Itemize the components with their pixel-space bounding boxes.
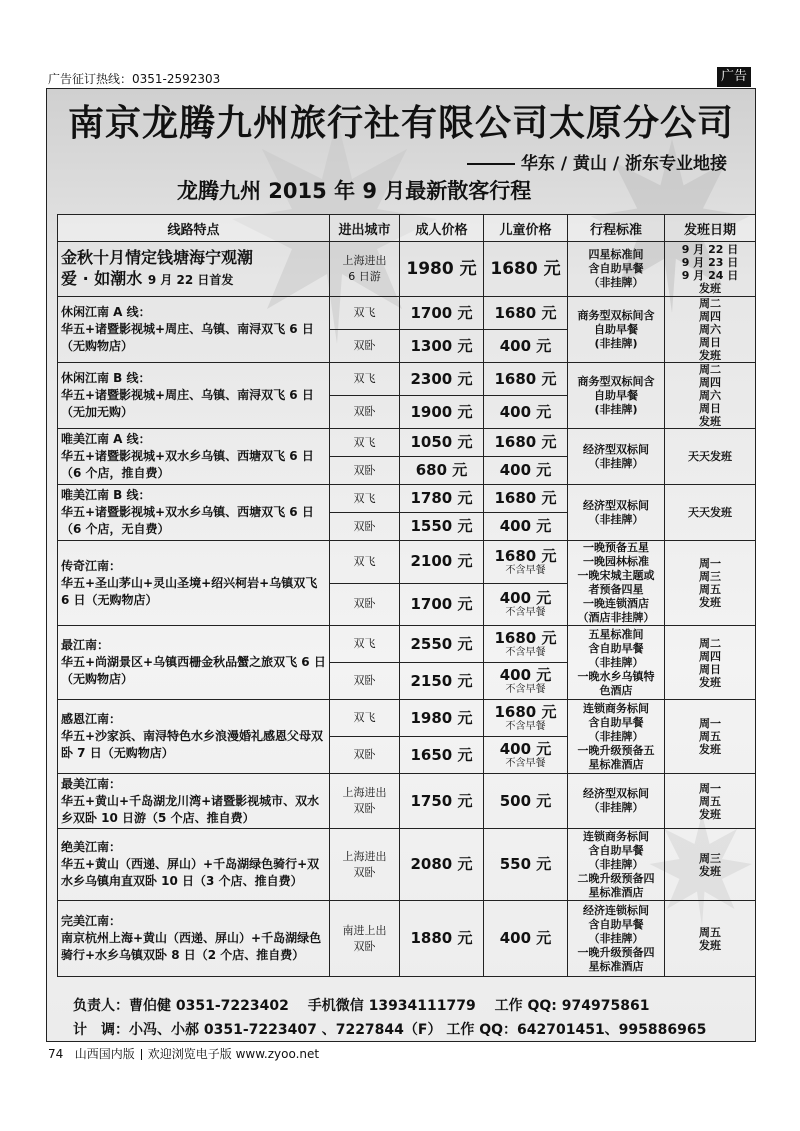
route-name: 金秋十月情定钱塘海宁观潮 bbox=[61, 248, 254, 267]
tour-standard-cell: 经济型双标间 （非挂牌） bbox=[568, 774, 665, 829]
departure-city-cell: 上海进出 6 日游 bbox=[330, 242, 400, 297]
departure-city-cell: 双卧 bbox=[330, 737, 400, 774]
route-description: 华五+黄山+千岛湖龙川湾+诸暨影视城市、双水乡双卧 10 日游（5 个店、推自费） bbox=[61, 793, 320, 825]
departure-city-cell: 双飞 bbox=[330, 485, 400, 513]
route-name-cell bbox=[58, 541, 330, 626]
child-price: 400 元 bbox=[499, 517, 552, 535]
departure-date-cell: 周五 发班 bbox=[665, 901, 756, 977]
table-row bbox=[58, 700, 756, 737]
route-name-cell bbox=[58, 429, 330, 485]
company-subtitle bbox=[467, 149, 727, 174]
table-row bbox=[58, 297, 756, 330]
departure-date-cell: 周三 发班 bbox=[665, 829, 756, 901]
child-price-cell bbox=[484, 626, 568, 663]
child-price: 400 元 bbox=[499, 929, 552, 947]
column-header: 线路特点 bbox=[58, 215, 330, 242]
departure-city-cell: 双卧 bbox=[330, 396, 400, 429]
route-description: 华五+尚湖景区+乌镇西栅金秋品蟹之旅双飞 6 日（无购物店） bbox=[61, 655, 326, 686]
advertisement-panel bbox=[46, 88, 756, 1042]
route-date-note: 9 月 22 日首发 bbox=[147, 273, 234, 287]
departure-city-cell: 双卧 bbox=[330, 457, 400, 485]
departure-date-cell: 周一 周五 发班 bbox=[665, 700, 756, 774]
tour-standard-cell: 五星标准间 含自助早餐 （非挂牌） 一晚水乡乌镇特 色酒店 bbox=[568, 626, 665, 700]
tour-standard-cell: 商务型双标间含 自助早餐 (非挂牌) bbox=[568, 363, 665, 429]
child-price-cell bbox=[484, 242, 568, 297]
child-price: 1680 元 bbox=[494, 489, 557, 507]
child-price-note: 不含早餐 bbox=[505, 607, 546, 619]
child-price: 1680 元 bbox=[494, 546, 557, 565]
column-header: 成人价格 bbox=[400, 215, 484, 242]
route-name-cell bbox=[58, 626, 330, 700]
column-header: 发班日期 bbox=[665, 215, 756, 242]
tour-standard-cell: 经济连锁标间 含自助早餐 （非挂牌） 一晚升级预备四 星标准酒店 bbox=[568, 901, 665, 977]
route-name: 完美江南： bbox=[61, 914, 122, 928]
child-price-cell bbox=[484, 396, 568, 429]
tour-standard-cell: 经济型双标间 （非挂牌） bbox=[568, 429, 665, 485]
adult-price-cell: 1980 元 bbox=[400, 242, 484, 297]
child-price-cell bbox=[484, 541, 568, 584]
routes-table bbox=[57, 214, 756, 977]
departure-city-cell: 上海进出 双卧 bbox=[330, 774, 400, 829]
table-row bbox=[58, 901, 756, 977]
route-description: 华五+诸暨影视城+双水乡乌镇、西塘双飞 6 日（6 个店，推自费） bbox=[61, 449, 314, 480]
child-price: 1680 元 bbox=[494, 703, 557, 721]
child-price-cell bbox=[484, 513, 568, 541]
route-name: 感恩江南： bbox=[61, 712, 122, 726]
route-description-line bbox=[61, 268, 329, 291]
child-price-cell bbox=[484, 485, 568, 513]
tour-standard-cell: 连锁商务标间 含自助早餐 （非挂牌） 二晚升级预备四 星标准酒店 bbox=[568, 829, 665, 901]
child-price: 400 元 bbox=[499, 461, 552, 479]
route-description: 华五+沙家浜、南浔特色水乡浪漫婚礼感恩父母双卧 7 日（无购物店） bbox=[61, 729, 324, 760]
child-price: 1680 元 bbox=[494, 629, 557, 647]
adult-price-cell: 1900 元 bbox=[400, 396, 484, 429]
column-header: 进出城市 bbox=[330, 215, 400, 242]
departure-city-cell: 双卧 bbox=[330, 663, 400, 700]
departure-city-cell: 双卧 bbox=[330, 513, 400, 541]
child-price: 1680 元 bbox=[494, 303, 557, 322]
edition-label: 山西国内版 bbox=[74, 1047, 135, 1061]
adult-price-cell: 2080 元 bbox=[400, 829, 484, 901]
subtitle-text: 华东 / 黄山 / 浙东专业地接 bbox=[520, 154, 727, 174]
child-price-note: 不含早餐 bbox=[505, 721, 546, 732]
adult-price-cell: 2550 元 bbox=[400, 626, 484, 663]
table-row bbox=[58, 626, 756, 663]
route-name: 唯美江南 A 线： bbox=[61, 432, 151, 446]
departure-date-cell: 周一 周三 周五 发班 bbox=[665, 541, 756, 626]
departure-date-cell: 天天发班 bbox=[665, 429, 756, 485]
route-name: 休闲江南 B 线： bbox=[61, 371, 151, 385]
table-row bbox=[58, 242, 756, 297]
adult-price-cell: 2300 元 bbox=[400, 363, 484, 396]
tour-standard-cell: 经济型双标间 （非挂牌） bbox=[568, 485, 665, 541]
adult-price-cell: 1550 元 bbox=[400, 513, 484, 541]
route-name: 传奇江南： bbox=[61, 558, 122, 573]
table-row bbox=[58, 429, 756, 457]
route-name-cell bbox=[58, 485, 330, 541]
child-price-cell bbox=[484, 737, 568, 774]
departure-city-cell: 双卧 bbox=[330, 583, 400, 626]
route-name-cell bbox=[58, 829, 330, 901]
contact-scheduler: 计 调：小冯、小郝 0351-7223407 、7227844（F） 工作 QQ：642701451、995886965 bbox=[73, 1022, 707, 1038]
adult-price-cell: 1300 元 bbox=[400, 330, 484, 363]
child-price-cell bbox=[484, 663, 568, 700]
child-price-cell bbox=[484, 583, 568, 626]
table-row bbox=[58, 774, 756, 829]
route-description: 南京杭州上海+黄山（西递、屏山）+千岛湖绿色骑行+水乡乌镇双卧 8 日（2 个店、推自费） bbox=[61, 931, 322, 962]
route-name: 绝美江南： bbox=[61, 840, 122, 854]
child-price-note: 不含早餐 bbox=[505, 758, 546, 769]
adult-price-cell: 1780 元 bbox=[400, 485, 484, 513]
departure-date-cell: 9 月 22 日 9 月 23 日 9 月 24 日 发班 bbox=[665, 242, 756, 297]
child-price: 1680 元 bbox=[494, 433, 557, 451]
ad-tag: 广告 bbox=[717, 67, 751, 87]
column-header: 儿童价格 bbox=[484, 215, 568, 242]
child-price-note: 不含早餐 bbox=[505, 684, 546, 695]
route-description: 华五+黄山（西递、屏山）+千岛湖绿色骑行+双水乡乌镇甪直双卧 10 日（3 个店、推自费） bbox=[61, 857, 320, 888]
child-price-cell bbox=[484, 700, 568, 737]
route-name-cell bbox=[58, 363, 330, 429]
child-price: 400 元 bbox=[499, 336, 552, 355]
adult-price-cell: 680 元 bbox=[400, 457, 484, 485]
table-row bbox=[58, 829, 756, 901]
child-price-cell bbox=[484, 901, 568, 977]
site-label: 欢迎浏览电子版 www.zyoo.net bbox=[147, 1047, 320, 1061]
child-price: 400 元 bbox=[499, 740, 552, 758]
subtitle-dash bbox=[467, 163, 515, 165]
child-price: 1680 元 bbox=[494, 369, 557, 388]
child-price-cell bbox=[484, 330, 568, 363]
footer-divider bbox=[141, 1049, 142, 1060]
route-name: 最江南： bbox=[61, 638, 110, 652]
adult-price-cell: 2150 元 bbox=[400, 663, 484, 700]
route-description: 华五+圣山茅山+灵山圣境+绍兴柯岩+乌镇双飞 6 日（无购物店） bbox=[61, 575, 318, 607]
route-name-cell bbox=[58, 901, 330, 977]
adult-price-cell: 1880 元 bbox=[400, 901, 484, 977]
child-price: 400 元 bbox=[499, 402, 552, 421]
tour-standard-cell: 四星标准间 含自助早餐 （非挂牌） bbox=[568, 242, 665, 297]
route-name-cell bbox=[58, 297, 330, 363]
table-row bbox=[58, 541, 756, 584]
child-price-cell bbox=[484, 429, 568, 457]
departure-city-cell: 双卧 bbox=[330, 330, 400, 363]
adult-price-cell: 1050 元 bbox=[400, 429, 484, 457]
route-description: 华五+诸暨影视城+周庄、乌镇、南浔双飞 6 日（无购物店） bbox=[61, 322, 314, 353]
child-price-cell bbox=[484, 829, 568, 901]
page-number: 74 bbox=[48, 1047, 64, 1061]
child-price-cell bbox=[484, 363, 568, 396]
contact-manager: 负责人：曹伯健 0351-7223402 手机微信 13934111779 工作 QQ: 974975861 bbox=[73, 998, 650, 1014]
departure-city-cell: 双飞 bbox=[330, 626, 400, 663]
column-header: 行程标准 bbox=[568, 215, 665, 242]
child-price: 550 元 bbox=[499, 855, 552, 873]
adult-price-cell: 1650 元 bbox=[400, 737, 484, 774]
child-price-note: 不含早餐 bbox=[505, 564, 546, 576]
departure-city-cell: 上海进出 双卧 bbox=[330, 829, 400, 901]
adult-price-cell: 1700 元 bbox=[400, 297, 484, 330]
departure-city-cell: 双飞 bbox=[330, 297, 400, 330]
route-description: 爱 · 如潮水 bbox=[61, 269, 143, 288]
departure-city-cell: 南进上出 双卧 bbox=[330, 901, 400, 977]
route-name-cell bbox=[58, 700, 330, 774]
departure-date-cell: 天天发班 bbox=[665, 485, 756, 541]
child-price: 500 元 bbox=[499, 791, 552, 810]
route-name: 最美江南： bbox=[61, 776, 122, 791]
route-name-cell bbox=[58, 774, 330, 829]
departure-date-cell: 周二 周四 周六 周日 发班 bbox=[665, 297, 756, 363]
adult-price-cell: 1700 元 bbox=[400, 583, 484, 626]
child-price: 1680 元 bbox=[490, 258, 561, 279]
departure-city-cell: 双飞 bbox=[330, 700, 400, 737]
adult-price-cell: 2100 元 bbox=[400, 541, 484, 584]
child-price-cell bbox=[484, 297, 568, 330]
ad-hotline: 广告征订热线：0351-2592303 bbox=[48, 72, 221, 86]
departure-date-cell: 周一 周五 发班 bbox=[665, 774, 756, 829]
itinerary-title: 龙腾九州 2015 年 9 月最新散客行程 bbox=[177, 179, 532, 203]
table-row bbox=[58, 363, 756, 396]
adult-price-cell: 1750 元 bbox=[400, 774, 484, 829]
route-name: 唯美江南 B 线： bbox=[61, 488, 151, 502]
page-footer bbox=[48, 1045, 319, 1062]
child-price-note: 不含早餐 bbox=[505, 647, 546, 658]
tour-standard-cell: 一晚预备五星 一晚园林标准 一晚宋城主题或 者预备四星 一晚连锁酒店 （酒店非挂牌） bbox=[568, 541, 665, 626]
adult-price-cell: 1980 元 bbox=[400, 700, 484, 737]
route-description: 华五+诸暨影视城+周庄、乌镇、南浔双飞 6 日（无加无购） bbox=[61, 388, 314, 419]
departure-city-cell: 双飞 bbox=[330, 429, 400, 457]
departure-city-cell: 双飞 bbox=[330, 541, 400, 584]
child-price-cell bbox=[484, 457, 568, 485]
departure-date-cell: 周二 周四 周六 周日 发班 bbox=[665, 363, 756, 429]
tour-standard-cell: 商务型双标间含 自助早餐 (非挂牌) bbox=[568, 297, 665, 363]
route-name: 休闲江南 A 线： bbox=[61, 305, 151, 319]
departure-city-cell: 双飞 bbox=[330, 363, 400, 396]
route-name-cell bbox=[58, 242, 330, 297]
table-header-row bbox=[58, 215, 756, 242]
child-price: 400 元 bbox=[499, 666, 552, 684]
departure-date-cell: 周二 周四 周日 发班 bbox=[665, 626, 756, 700]
tour-standard-cell: 连锁商务标间 含自助早餐 （非挂牌） 一晚升级预备五 星标准酒店 bbox=[568, 700, 665, 774]
table-row bbox=[58, 485, 756, 513]
route-description: 华五+诸暨影视城+双水乡乌镇、西塘双飞 6 日（6 个店，无自费） bbox=[61, 505, 314, 536]
company-name: 南京龙腾九州旅行社有限公司太原分公司 bbox=[67, 103, 734, 144]
child-price: 400 元 bbox=[499, 589, 552, 608]
child-price-cell bbox=[484, 774, 568, 829]
